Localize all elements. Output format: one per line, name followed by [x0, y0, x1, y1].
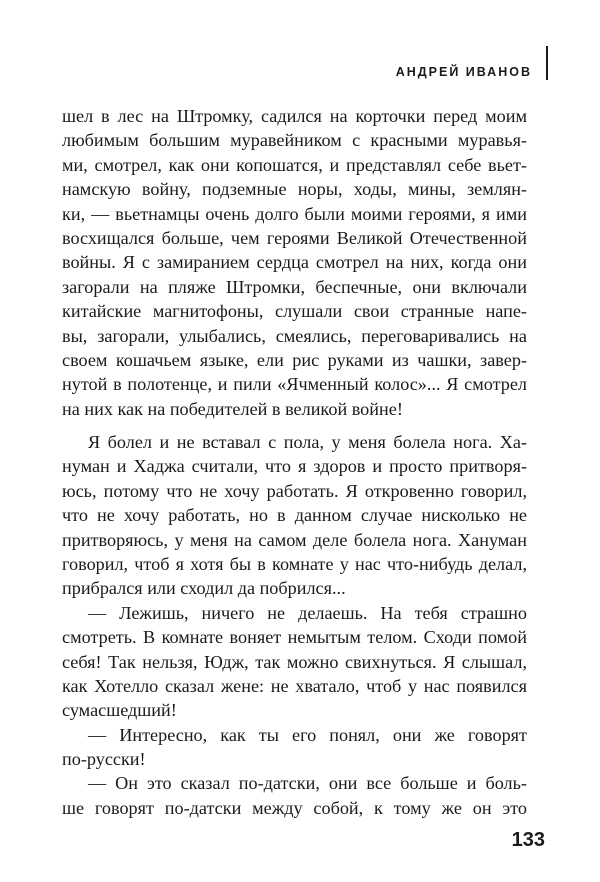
text-line: китайские магнитофоны, слушали свои странные напе- [62, 301, 527, 322]
text-line: нуман и Хаджа считали, что я здоров и просто притворя- [62, 456, 527, 477]
text-line: смотреть. В комнате воняет немытым телом. Сходи помой [62, 627, 527, 648]
text-line: нутой в полотенце, и пили «Ячменный колос»... Я смотрел [62, 374, 527, 395]
text-line: восхищался больше, чем героями Великой Отечественной [62, 227, 527, 248]
text-line: намскую войну, подземные норы, ходы, мины, землян- [62, 179, 527, 200]
running-header-author: АНДРЕЙ ИВАНОВ [395, 65, 532, 79]
text-line: на них как на победителей в великой войне! [62, 398, 403, 419]
paragraph-2 [62, 430, 527, 820]
text-line: прибрался или сходил да побрился... [62, 578, 346, 599]
header-divider [546, 46, 548, 80]
paragraph-1 [62, 104, 527, 421]
text-line: по-русски! [62, 749, 146, 770]
text-line: своем кошачьем языке, ели рис руками из чашки, завер- [62, 349, 527, 370]
text-line: ше говорят по-датски между собой, к тому же он это [62, 797, 527, 818]
page-number: 133 [511, 829, 545, 851]
text-line: ми, смотрел, как они копошатся, и представлял себе вьет- [62, 154, 527, 175]
text-line: себя! Так нельзя, Юдж, так можно свихнуться. Я слышал, [62, 651, 527, 672]
text-line: сумасшедший! [62, 700, 177, 721]
text-line: вы, загорали, улыбались, смеялись, переговаривались на [62, 325, 527, 346]
text-line: как Хотелло сказал жене: не хватало, чтоб у нас появился [62, 675, 527, 696]
text-line: шел в лес на Штромку, садился на корточки перед моим [62, 106, 527, 126]
dialogue-line: — Он это сказал по-датски, они все больше и боль- [88, 773, 527, 794]
text-line: говорил, чтоб я хотя бы в комнате у нас что-нибудь делал, [62, 553, 527, 574]
text-line: загорали на пляже Штромки, беспечные, они включали [62, 276, 527, 297]
dialogue-line: — Интересно, как ты его понял, они же говорят [88, 724, 527, 745]
text-line: войны. Я с замиранием сердца смотрел на них, когда они [62, 252, 527, 273]
text-line: Я болел и не вставал с пола, у меня болела нога. Ха- [88, 432, 527, 452]
dialogue-line: — Лежишь, ничего не делаешь. На тебя страшно [88, 602, 527, 623]
text-line: что не хочу работать, но в данном случае нисколько не [62, 505, 527, 526]
text-line: ки, — вьетнамцы очень долго были моими героями, я ими [62, 203, 527, 224]
text-line: любимым большим муравейником с красными муравья- [62, 130, 527, 151]
text-line: юсь, потому что не хочу работать. Я откровенно говорил, [62, 480, 527, 501]
text-line: притворяюсь, у меня на самом деле болела нога. Хануман [62, 529, 527, 550]
